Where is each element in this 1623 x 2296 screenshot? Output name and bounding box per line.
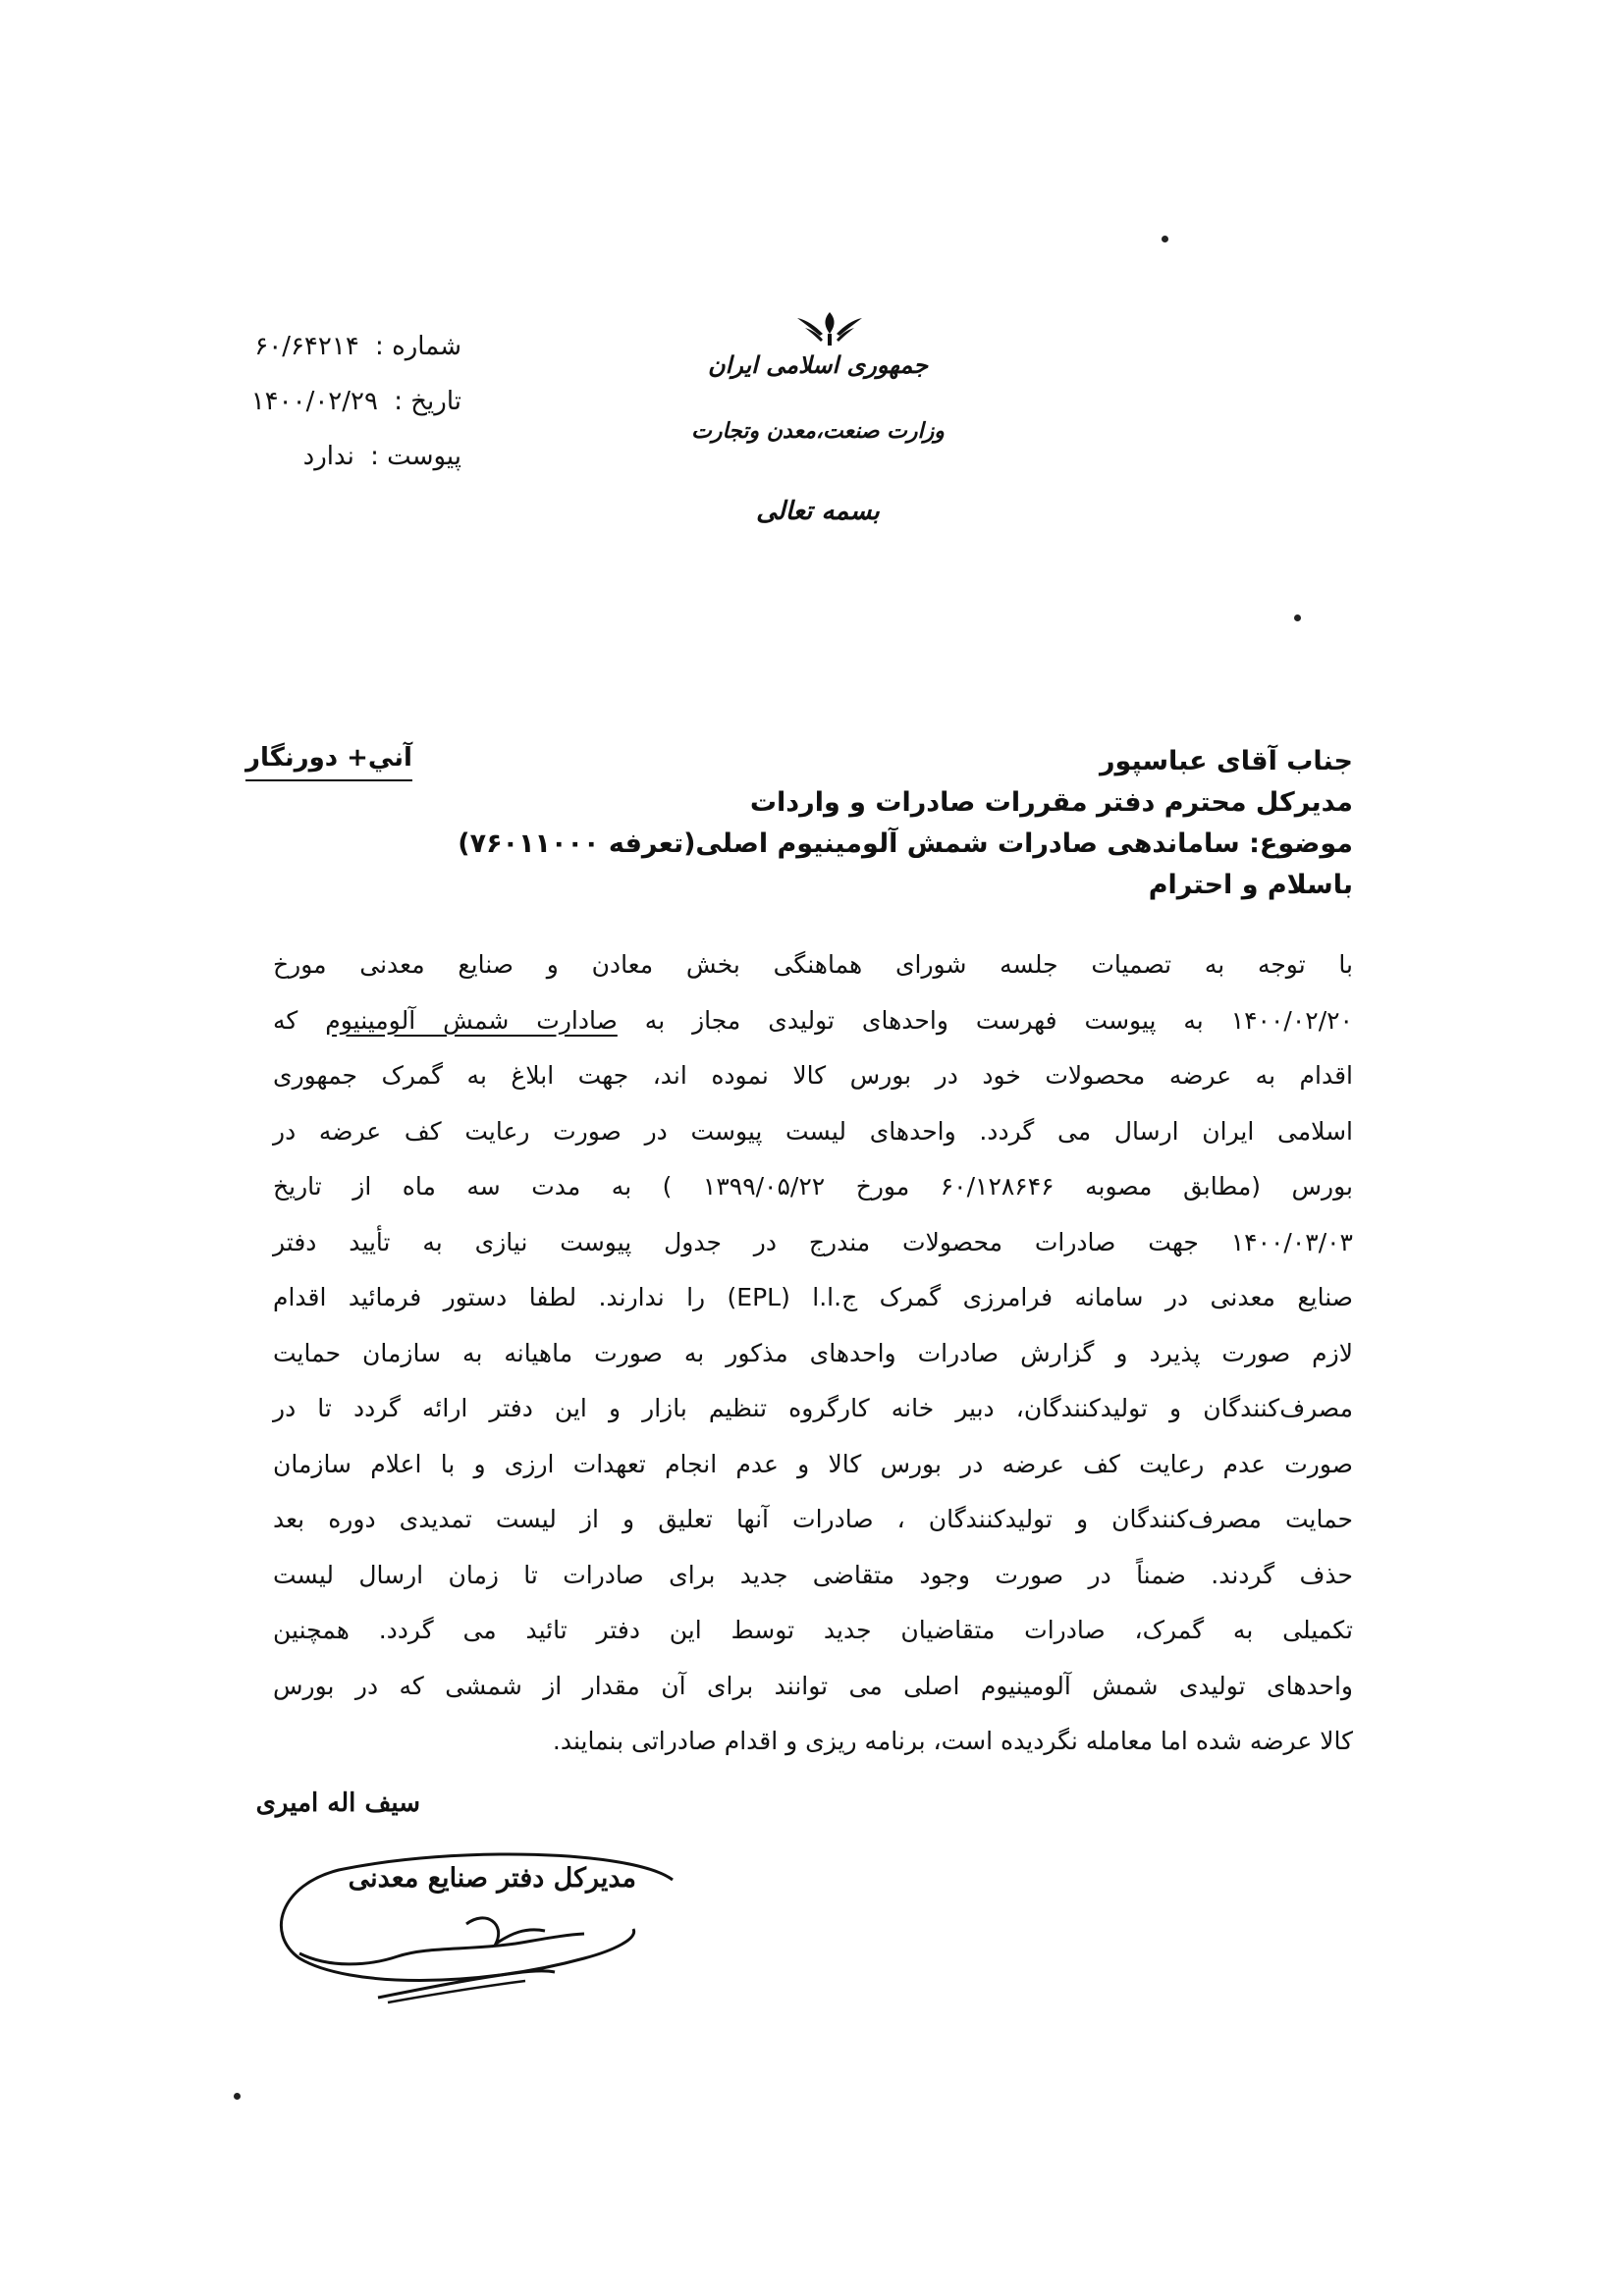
signer-title: مدیرکل دفتر صنایع معدنی — [348, 1863, 636, 1894]
number-label: شماره : — [375, 332, 461, 361]
ministry-name: وزارت صنعت،معدن وتجارت — [691, 418, 945, 444]
scan-speck — [1162, 236, 1168, 242]
greeting: باسلام و احترام — [1148, 870, 1353, 900]
bismillah: بسمه تعالی — [756, 497, 880, 526]
letter-meta — [196, 319, 461, 484]
scan-speck — [1294, 614, 1301, 621]
letter-subject: موضوع: ساماندهی صادرات شمش آلومینیوم اصلی(تعرفه ۷۶۰۱۱۰۰۰) — [458, 828, 1353, 859]
body-line: اقدام به عرضه محصولات خود در بورس کالا نموده اند، جهت ابلاغ به گمرک جمهوری — [273, 1061, 1353, 1090]
body-text-segment: ۱۴۰۰/۰۲/۲۰ به پیوست فهرست واحدهای تولیدی مجاز به — [617, 1005, 1353, 1035]
handwritten-signature — [260, 1841, 692, 2037]
body-line: بورس (مطابق مصوبه ۶۰/۱۲۸۶۴۶ مورخ ۱۳۹۹/۰۵/۲۲ ) به مدت سه ماه از تاریخ — [273, 1172, 1353, 1201]
attachment-label: پیوست : — [370, 442, 461, 471]
ministry-header — [690, 346, 946, 532]
body-line: اسلامی ایران ارسال می گردد. واحدهای لیست پیوست در صورت رعایت کف عرضه در — [273, 1116, 1353, 1146]
letter-date — [196, 374, 461, 429]
letter-number — [196, 319, 461, 374]
number-value: ۶۰/۶۴۲۱۴ — [254, 332, 359, 361]
body-line: با توجه به تصمیات جلسه شورای هماهنگی بخش معادن و صنایع معدنی مورخ — [273, 950, 1353, 979]
body-line: کالا عرضه شده اما معامله نگردیده است، برنامه ریزی و اقدام صادراتی بنمایند. — [552, 1727, 1353, 1755]
letter-attachment — [196, 429, 461, 484]
body-line: مصرف‌کنندگان و تولیدکنندگان، دبیر خانه کارگروه تنظیم بازار و این دفتر ارائه گردد تا در — [273, 1394, 1353, 1422]
body-line: صنایع معدنی در سامانه فرامرزی گمرک ج.ا.ا (EPL) را ندارند. لطفا دستور فرمائید اقدام — [273, 1283, 1353, 1311]
body-line: لازم صورت پذیرد و گزارش صادرات واحدهای مذکور به صورت ماهیانه به سازمان حمایت — [273, 1338, 1353, 1367]
body-line: حمایت مصرف‌کنندگان و تولیدکنندگان ، صادرات آنها تعلیق و از لیست تمدیدی دوره بعد — [273, 1505, 1353, 1533]
letter-body — [273, 937, 1353, 1770]
recipient-title: مدیرکل محترم دفتر مقررات صادرات و واردات — [749, 787, 1353, 818]
recipient-block — [273, 741, 1353, 906]
country-name: جمهوری اسلامی ایران — [707, 350, 929, 379]
signer-name: سیف اله امیری — [255, 1789, 420, 1818]
body-line: صورت عدم رعایت کف عرضه در بورس کالا و عدم انجام تعهدات ارزی و با اعلام سازمان — [273, 1449, 1353, 1478]
body-line: واحدهای تولیدی شمش آلومینیوم اصلی می توانند برای آن مقدار از شمشی که در بورس — [273, 1671, 1353, 1700]
date-label: تاریخ : — [394, 387, 461, 416]
body-line: تکمیلی به گمرک، صادرات متقاضیان جدید توسط این دفتر تائید می گردد. همچنین — [273, 1616, 1353, 1644]
body-line-underlined — [273, 993, 1353, 1049]
date-value: ۱۴۰۰/۰۲/۲۹ — [250, 387, 378, 416]
attachment-value: ندارد — [302, 442, 354, 471]
body-text-segment: که — [273, 1005, 326, 1035]
scan-speck — [234, 2093, 241, 2100]
body-line: ۱۴۰۰/۰۳/۰۳ جهت صادرات محصولات مندرج در جدول پیوست نیازی به تأیید دفتر — [273, 1227, 1353, 1256]
recipient-name: جناب آقای عباسپور — [1099, 746, 1353, 776]
cc-note: آني+ دورنگار — [245, 738, 412, 781]
underlined-phrase: صادارت شمش آلومینیوم — [325, 1005, 618, 1035]
body-line: حذف گردند. ضمناً در صورت وجود متقاضی جدید برای صادرات تا زمان ارسال لیست — [273, 1560, 1353, 1589]
